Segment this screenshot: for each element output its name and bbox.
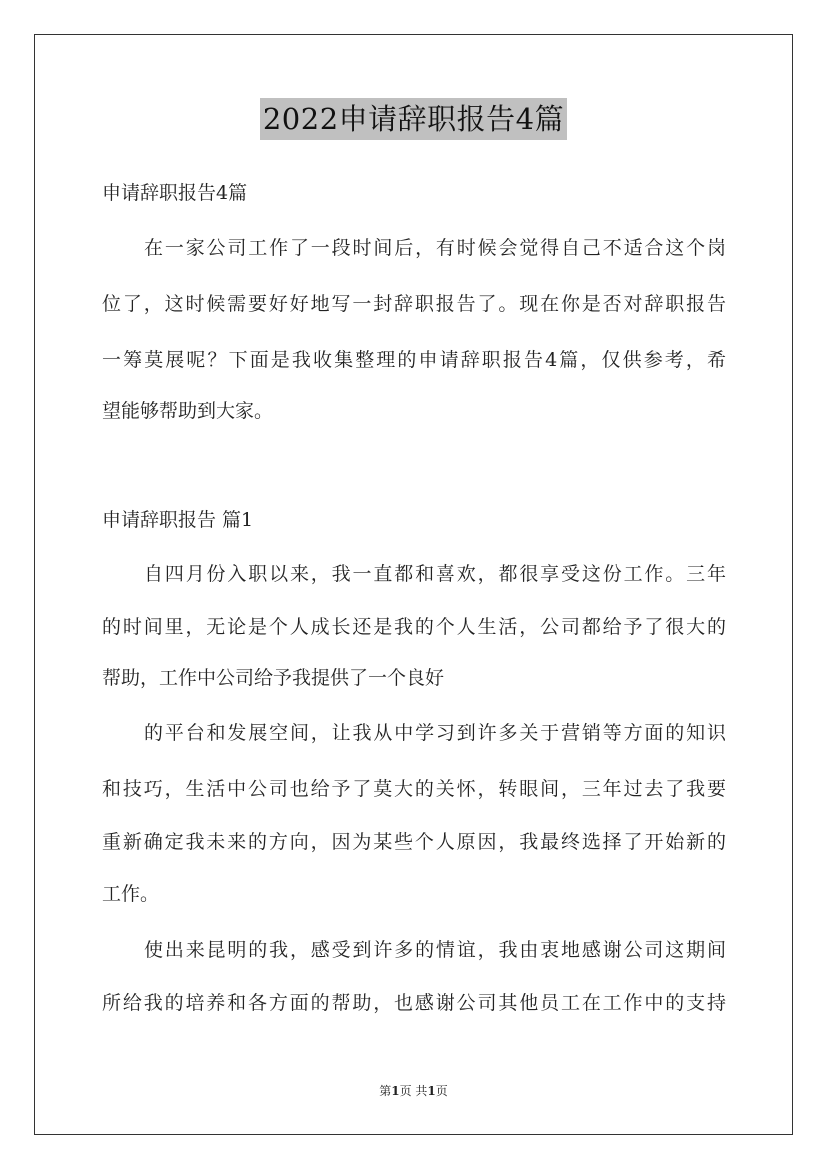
para1-line-2: 的时间里，无论是个人成长还是我的个人生活，公司都给予了很大的	[102, 616, 726, 638]
page-total: 1	[427, 1084, 436, 1098]
page-footer	[0, 1083, 827, 1099]
intro-line-1: 在一家公司工作了一段时间后，有时候会觉得自己不适合这个岗	[144, 237, 726, 259]
para1-line-1: 自四月份入职以来，我一直都和喜欢，都很享受这份工作。三年	[144, 563, 726, 585]
document-subtitle: 申请辞职报告4篇	[102, 182, 248, 204]
para2-line-2: 和技巧，生活中公司也给予了莫大的关怀，转眼间，三年过去了我要	[102, 778, 726, 800]
para1-line-3: 帮助，工作中公司给予我提供了一个良好	[102, 667, 445, 689]
page-current: 1	[391, 1084, 400, 1098]
para3-line-2: 所给我的培养和各方面的帮助，也感谢公司其他员工在工作中的支持	[102, 992, 726, 1014]
para3-line-1: 使出来昆明的我，感受到许多的情谊，我由衷地感谢公司这期间	[144, 939, 726, 961]
intro-line-3: 一筹莫展呢？下面是我收集整理的申请辞职报告4篇，仅供参考，希	[102, 349, 726, 371]
section-heading: 申请辞职报告 篇1	[102, 509, 254, 531]
para2-line-3: 重新确定我未来的方向，因为某些个人原因，我最终选择了开始新的	[102, 831, 726, 853]
intro-line-4: 望能够帮助到大家。	[102, 400, 274, 422]
page-mid: 页 共	[399, 1084, 428, 1098]
para2-line-4: 工作。	[102, 883, 160, 905]
para2-line-1: 的平台和发展空间，让我从中学习到许多关于营销等方面的知识	[144, 722, 726, 744]
page-prefix: 第	[379, 1084, 392, 1098]
page-suffix: 页	[435, 1084, 448, 1098]
intro-line-2: 位了，这时候需要好好地写一封辞职报告了。现在你是否对辞职报告	[102, 293, 726, 315]
title-container	[0, 98, 827, 140]
document-title: 2022申请辞职报告4篇	[260, 98, 567, 140]
